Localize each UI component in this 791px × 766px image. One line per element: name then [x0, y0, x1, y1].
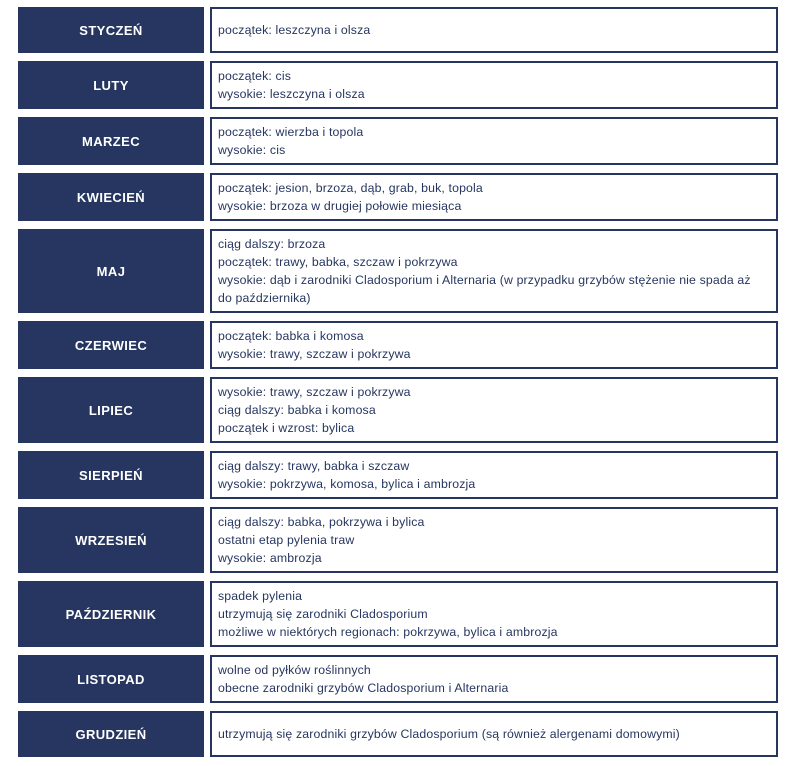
description-line: spadek pylenia [218, 589, 303, 603]
description-line: początek i wzrost: bylica [218, 421, 355, 435]
description-line: wysokie: cis [218, 143, 286, 157]
description-line: wysokie: trawy, szczaw i pokrzywa [218, 347, 411, 361]
description-line: ciąg dalszy: babka, pokrzywa i bylica [218, 515, 425, 529]
month-label: MARZEC [18, 117, 204, 165]
description-line: początek: leszczyna i olsza [218, 23, 371, 37]
month-description [210, 655, 778, 703]
month-label: STYCZEŃ [18, 7, 204, 53]
month-row-august [18, 451, 778, 499]
description-line: początek: trawy, babka, szczaw i pokrzywa [218, 255, 458, 269]
description-line: początek: jesion, brzoza, dąb, grab, buk, topola [218, 181, 483, 195]
month-description [210, 61, 778, 109]
month-description [210, 229, 778, 313]
month-description [210, 173, 778, 221]
month-label: LIPIEC [18, 377, 204, 443]
description-line: wysokie: brzoza w drugiej połowie miesiąca [218, 199, 462, 213]
month-description [210, 711, 778, 757]
month-row-may [18, 229, 778, 313]
month-label: LISTOPAD [18, 655, 204, 703]
month-label: KWIECIEŃ [18, 173, 204, 221]
month-row-july [18, 377, 778, 443]
month-description [210, 7, 778, 53]
description-line: wysokie: ambrozja [218, 551, 322, 565]
month-row-june [18, 321, 778, 369]
month-label: SIERPIEŃ [18, 451, 204, 499]
description-line: wysokie: dąb i zarodniki Cladosporium i Alternaria (w przypadku grzybów stężenie nie spada aż do października) [218, 273, 751, 305]
month-row-september [18, 507, 778, 573]
month-label: GRUDZIEŃ [18, 711, 204, 757]
month-row-february [18, 61, 778, 109]
description-line: ciąg dalszy: trawy, babka i szczaw [218, 459, 410, 473]
month-description [210, 321, 778, 369]
description-line: wysokie: leszczyna i olsza [218, 87, 365, 101]
month-row-november [18, 655, 778, 703]
month-label: LUTY [18, 61, 204, 109]
month-row-october [18, 581, 778, 647]
description-line: początek: cis [218, 69, 292, 83]
description-line: początek: babka i komosa [218, 329, 364, 343]
description-line: ciąg dalszy: babka i komosa [218, 403, 376, 417]
month-label: CZERWIEC [18, 321, 204, 369]
description-line: ostatni etap pylenia traw [218, 533, 355, 547]
month-description [210, 581, 778, 647]
month-row-march [18, 117, 778, 165]
month-description [210, 117, 778, 165]
description-line: wysokie: trawy, szczaw i pokrzywa [218, 385, 411, 399]
description-line: obecne zarodniki grzybów Cladosporium i Alternaria [218, 681, 509, 695]
description-line: utrzymują się zarodniki Cladosporium [218, 607, 428, 621]
month-description [210, 451, 778, 499]
month-row-april [18, 173, 778, 221]
month-label: PAŹDZIERNIK [18, 581, 204, 647]
month-label: WRZESIEŃ [18, 507, 204, 573]
month-row-january [18, 7, 778, 53]
description-line: możliwe w niektórych regionach: pokrzywa, bylica i ambrozja [218, 625, 558, 639]
month-description [210, 377, 778, 443]
description-line: wysokie: pokrzywa, komosa, bylica i ambrozja [218, 477, 476, 491]
description-line: wolne od pyłków roślinnych [218, 663, 371, 677]
description-line: ciąg dalszy: brzoza [218, 237, 326, 251]
description-line: początek: wierzba i topola [218, 125, 364, 139]
month-row-december [18, 711, 778, 757]
description-line: utrzymują się zarodniki grzybów Cladosporium (są również alergenami domowymi) [218, 727, 680, 741]
month-description [210, 507, 778, 573]
month-label: MAJ [18, 229, 204, 313]
